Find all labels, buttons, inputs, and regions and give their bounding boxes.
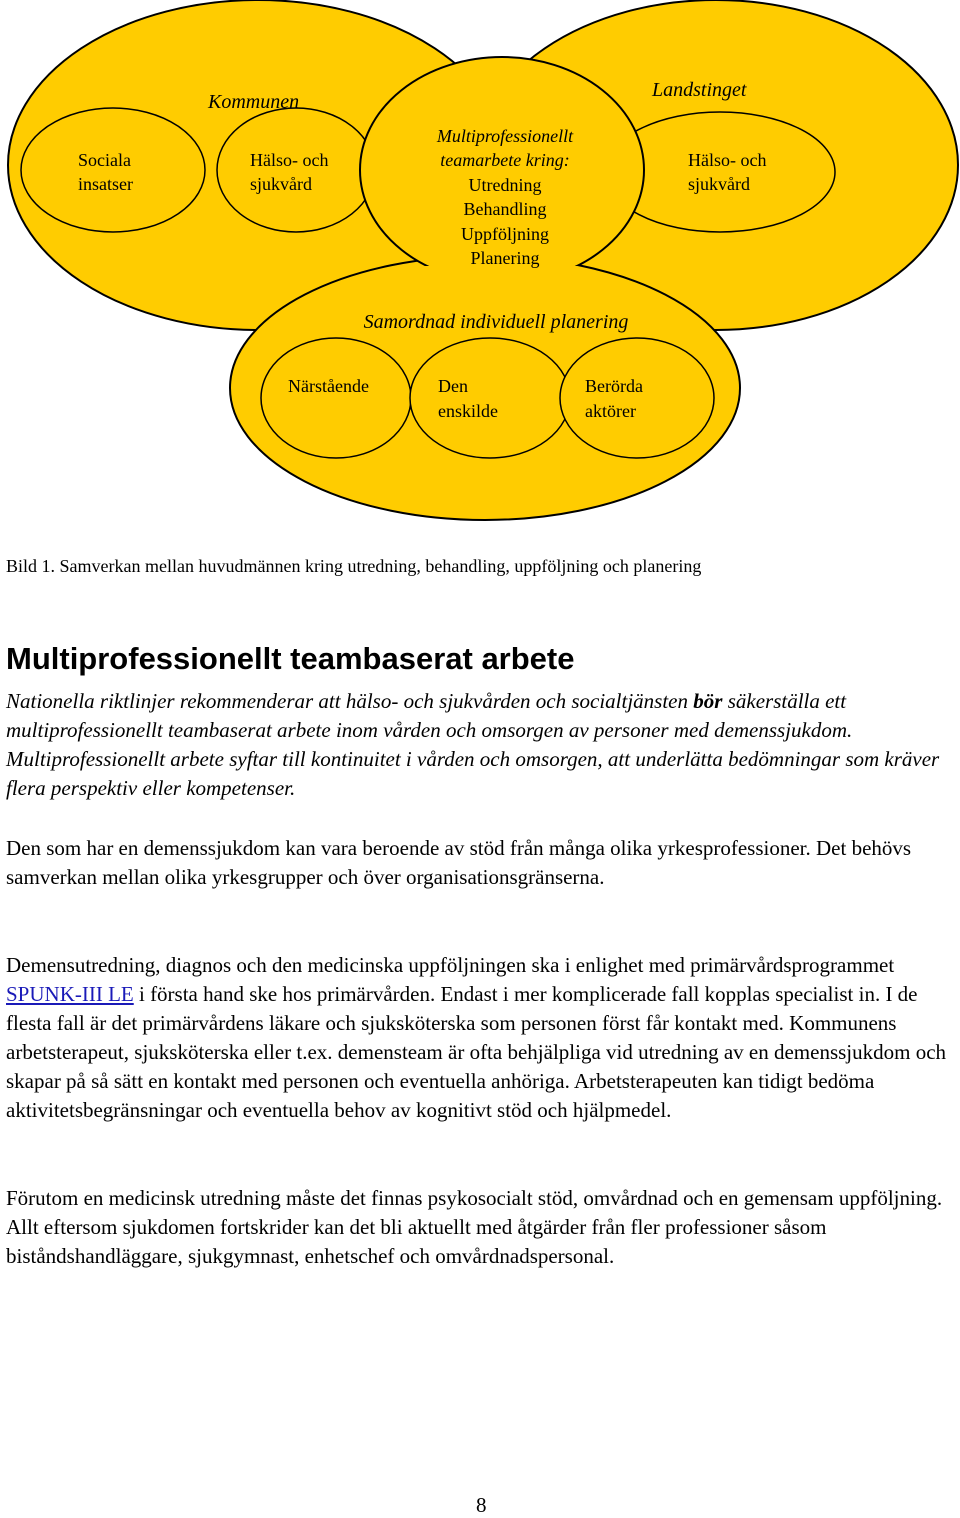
paragraph-3	[6, 951, 960, 1125]
landstinget-title: Landstinget	[652, 79, 747, 101]
collaboration-diagram	[0, 0, 960, 545]
sociala-insatser-ellipse	[21, 108, 205, 232]
den-enskilde-ellipse	[410, 338, 570, 458]
paragraph-1-bold: bör	[693, 689, 723, 713]
sociala-line2: insatser	[78, 174, 133, 194]
kommun-halso-line2: sjukvård	[250, 174, 312, 194]
paragraph-1	[6, 687, 960, 803]
den-line1: Den	[438, 376, 468, 396]
team-line2: teamarbete kring:	[440, 150, 570, 170]
berorda-aktorer-ellipse	[560, 338, 714, 458]
den-line2: enskilde	[438, 401, 498, 421]
paragraph-3-part1: Demensutredning, diagnos och den medicinska uppföljningen ska i enlighet med primärvårdsprogrammet	[6, 953, 895, 977]
paragraph-2: Den som har en demenssjukdom kan vara beroende av stöd från många olika yrkesprofessioner. Det behövs samverkan mellan olika yrkesgrupper och över organisationsgränserna.	[6, 836, 912, 889]
landsting-halso-line1: Hälso- och	[688, 150, 767, 170]
sociala-line1: Sociala	[78, 150, 131, 170]
team-line3: Utredning	[468, 175, 542, 195]
team-line4: Behandling	[463, 199, 547, 219]
berorda-line1: Berörda	[585, 376, 643, 396]
team-line1: Multiprofessionellt	[436, 126, 574, 146]
narstaende-label: Närstående	[288, 376, 369, 396]
kommun-halso-line1: Hälso- och	[250, 150, 329, 170]
kommun-halso-ellipse	[217, 108, 375, 232]
team-line5: Uppföljning	[461, 224, 549, 244]
paragraph-3-part2: i första hand ske hos primärvården. Endast i mer komplicerade fall kopplas specialist in. I de flesta fall är det primärvårdens läkare och sjuksköterska som personen först får kontakt med. Kommunens arbetsterapeut, sjuksköterska eller t.ex. demensteam är ofta behjälpliga vid utredning av en demenssjukdom och skapar på så sätt en kontakt med personen och eventuella anhöriga. Arbetsterapeuten kan tidigt bedöma aktivitetsbegränsningar och eventuella behov av kognitivt stöd och hjälpmedel.	[6, 982, 947, 1122]
landsting-halso-line2: sjukvård	[688, 174, 750, 194]
narstaende-ellipse	[261, 338, 411, 458]
spunk-link[interactable]: SPUNK-III LE	[6, 982, 134, 1006]
sip-title: Samordnad individuell planering	[363, 311, 629, 333]
kommunen-title: Kommunen	[208, 91, 300, 113]
paragraph-1-part1: Nationella riktlinjer rekommenderar att hälso- och sjukvården och socialtjänsten	[6, 689, 694, 713]
team-line6: Planering	[470, 248, 540, 268]
paragraph-1-part2: säkerställa ett multiprofessionellt teambaserat arbete inom vården och omsorgen av personer med demenssjukdom. Multiprofessionellt arbete syftar till kontinuitet i vården och omsorgen, att underlätta bedömningar som kräver flera perspektiv eller kompetenser.	[6, 689, 940, 800]
section-heading: Multiprofessionellt teambaserat arbete	[6, 641, 575, 676]
paragraph-4: Förutom en medicinsk utredning måste det finnas psykosocialt stöd, omvårdnad och en gemensam uppföljning. Allt eftersom sjukdomen fortskrider kan det bli aktuellt med åtgärder från fler professioner såsom biståndshandläggare, sjukgymnast, enhetschef och omvårdnadspersonal.	[6, 1186, 943, 1268]
berorda-line2: aktörer	[585, 401, 636, 421]
figure-caption: Bild 1. Samverkan mellan huvudmännen kring utredning, behandling, uppföljning och planering	[6, 556, 702, 576]
page-number: 8	[476, 1493, 487, 1517]
